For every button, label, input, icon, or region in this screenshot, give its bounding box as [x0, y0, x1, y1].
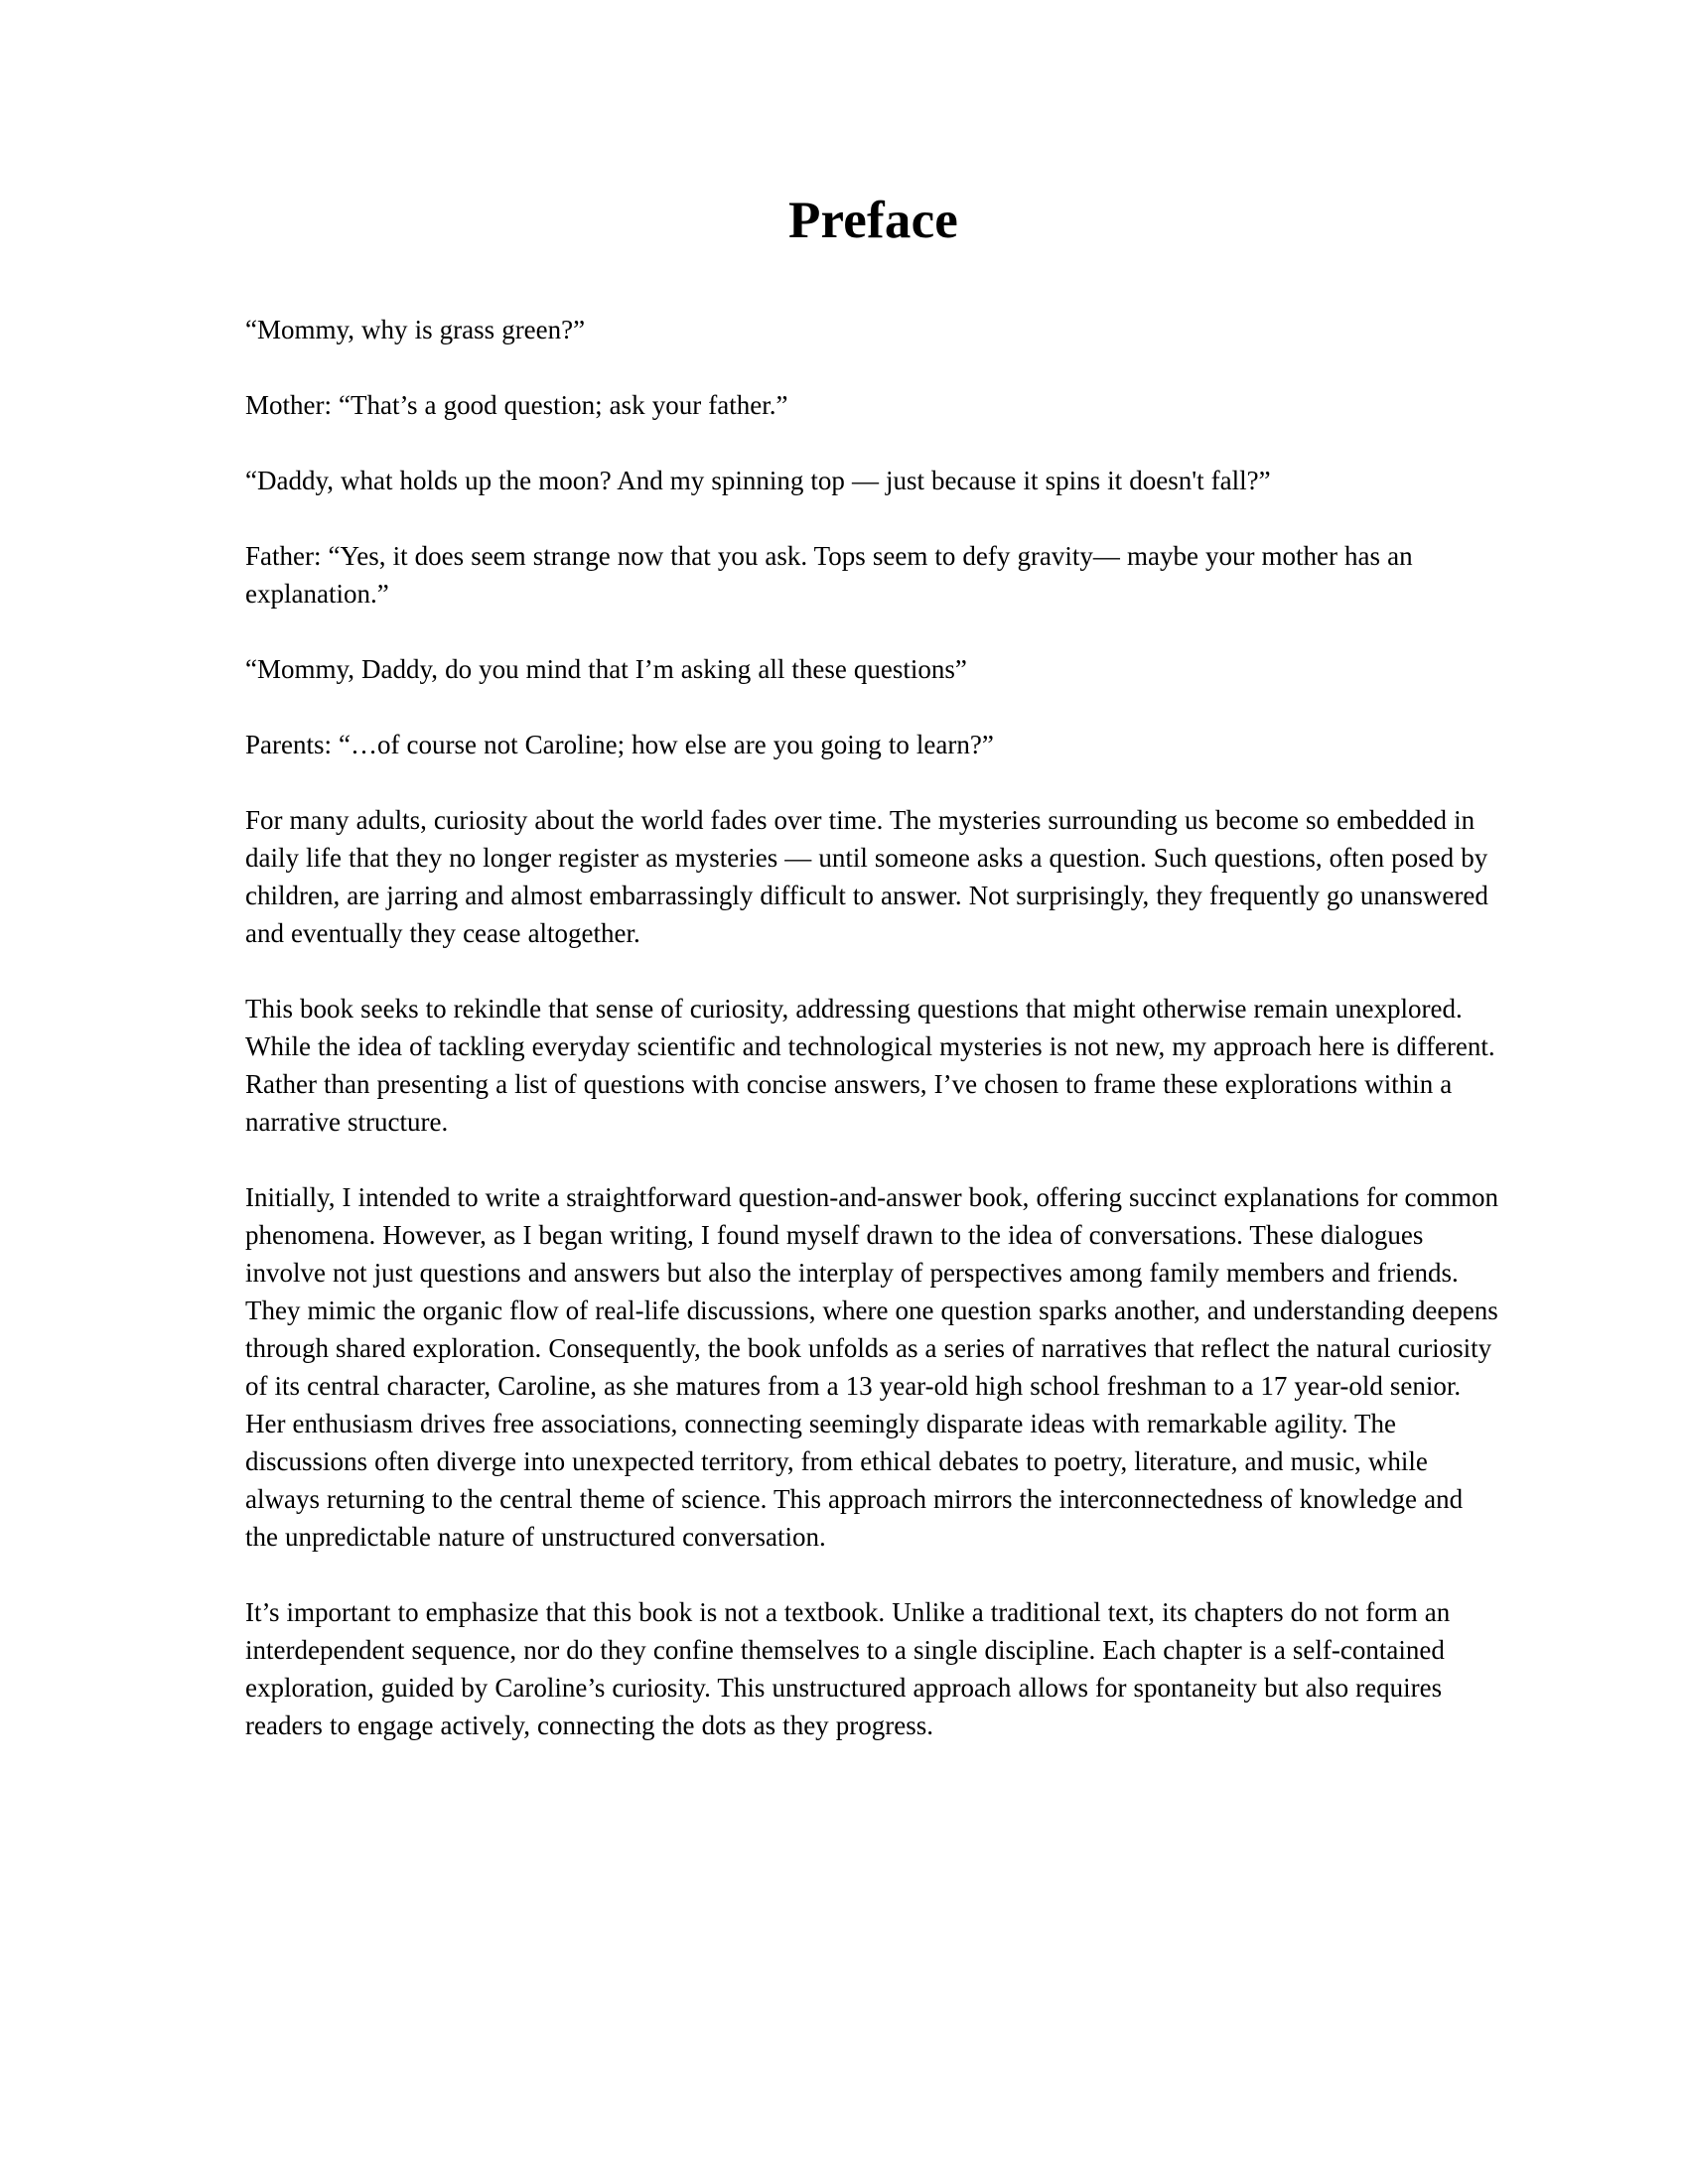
dialogue-line: “Mommy, why is grass green?”	[245, 315, 586, 345]
body-paragraph: Initially, I intended to write a straightforward question-and-answer book, offering succinct explanations for common phenomena. However, as I began writing, I found myself drawn to the idea of conversations. These dialogues involve not just questions and answers but also the interplay of perspectives among family members and friends. They mimic the organic flow of real-life discussions, where one question sparks another, and understanding deepens through shared exploration. Consequently, the book unfolds as a series of narratives that reflect the natural curiosity of its central character, Caroline, as she matures from a 13 year-old high school freshman to a 17 year-old senior. Her enthusiasm drives free associations, connecting seemingly disparate ideas with remarkable agility. The discussions often diverge into unexpected territory, from ethical debates to poetry, literature, and music, while always returning to the central theme of science. This approach mirrors the interconnectedness of knowledge and the unpredictable nature of unstructured conversation.	[245, 1182, 1499, 1553]
dialogue-line: Parents: “…of course not Caroline; how else are you going to learn?”	[245, 730, 994, 760]
body-paragraph: It’s important to emphasize that this book is not a textbook. Unlike a traditional text, its chapters do not form an interdependent sequence, nor do they confine themselves to a single discipline. Each chapter is a self-contained exploration, guided by Caroline’s curiosity. This unstructured approach allows for spontaneity but also requires readers to engage actively, connecting the dots as they progress.	[245, 1597, 1451, 1741]
dialogue-line: Mother: “That’s a good question; ask your father.”	[245, 390, 788, 421]
dialogue-line: Father: “Yes, it does seem strange now that you ask. Tops seem to defy gravity— maybe your mother has an explanation.”	[245, 541, 1413, 610]
text-column	[245, 0, 1501, 1744]
body-paragraph: This book seeks to rekindle that sense of curiosity, addressing questions that might otherwise remain unexplored. While the idea of tackling everyday scientific and technological mysteries is not new, my approach here is different. Rather than presenting a list of questions with concise answers, I’ve chosen to frame these explorations within a narrative structure.	[245, 994, 1495, 1138]
document-body	[245, 249, 1501, 1744]
dialogue-line: “Mommy, Daddy, do you mind that I’m asking all these questions”	[245, 654, 967, 685]
dialogue-line: “Daddy, what holds up the moon? And my spinning top — just because it spins it doesn't fall?”	[245, 466, 1271, 496]
body-paragraph: For many adults, curiosity about the world fades over time. The mysteries surrounding us become so embedded in daily life that they no longer register as mysteries — until someone asks a question. Such questions, often posed by children, are jarring and almost embarrassingly difficult to answer. Not surprisingly, they frequently go unanswered and eventually they cease altogether.	[245, 805, 1488, 949]
page-title: Preface	[787, 192, 959, 249]
